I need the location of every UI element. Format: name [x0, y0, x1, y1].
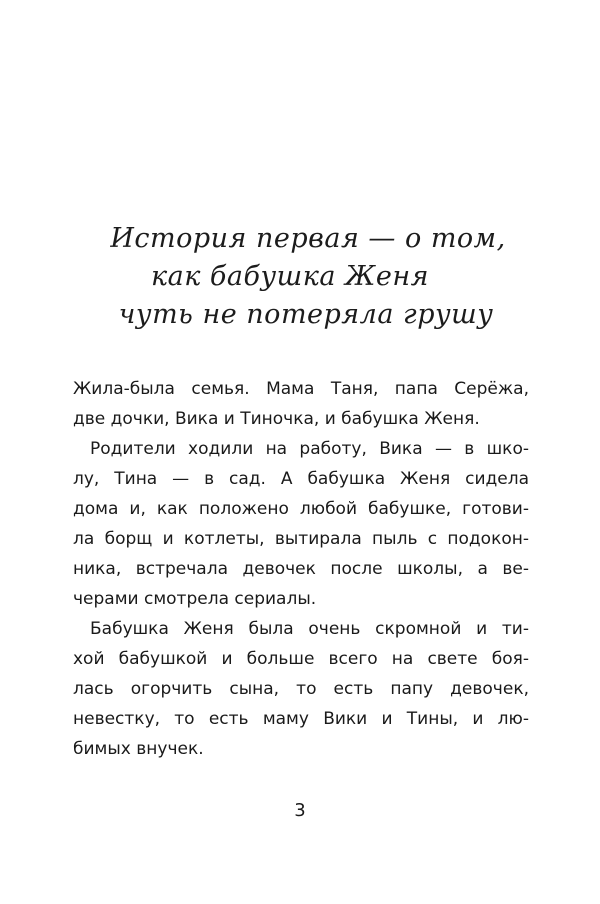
text-line: Родители ходили на работу, Вика — в шко- — [90, 439, 529, 459]
chapter-title-line-2: как бабушка Женя — [151, 261, 429, 292]
text-line: Жила-была семья. Мама Таня, папа Серёжа, — [73, 379, 529, 399]
text-line: невестку, то есть маму Вики и Тины, и лю- — [73, 709, 529, 729]
paragraph-2 — [73, 434, 529, 614]
text-line: хой бабушкой и больше всего на свете боя- — [73, 649, 529, 669]
text-line: дома и, как положено любой бабушке, готови- — [73, 499, 529, 519]
text-line: черами смотрела сериалы. — [73, 589, 317, 609]
chapter-title-line-3: чуть не потеряла грушу — [118, 299, 494, 330]
text-line: ника, встречала девочек после школы, а ве- — [73, 559, 529, 579]
paragraph-1 — [73, 374, 529, 434]
text-line: ла борщ и котлеты, вытирала пыль с подокон- — [73, 529, 529, 549]
text-line: лу, Тина — в сад. А бабушка Женя сидела — [73, 469, 529, 489]
body-text — [73, 374, 529, 764]
paragraph-3 — [73, 614, 529, 764]
page-number: 3 — [294, 800, 306, 821]
text-line: Бабушка Женя была очень скромной и ти- — [90, 619, 529, 639]
chapter-title — [0, 220, 600, 334]
text-line: бимых внучек. — [73, 739, 204, 759]
text-line: лась огорчить сына, то есть папу девочек, — [73, 679, 529, 699]
text-line: две дочки, Вика и Тиночка, и бабушка Женя. — [73, 409, 480, 429]
chapter-title-line-1: История первая — о том, — [110, 223, 506, 254]
